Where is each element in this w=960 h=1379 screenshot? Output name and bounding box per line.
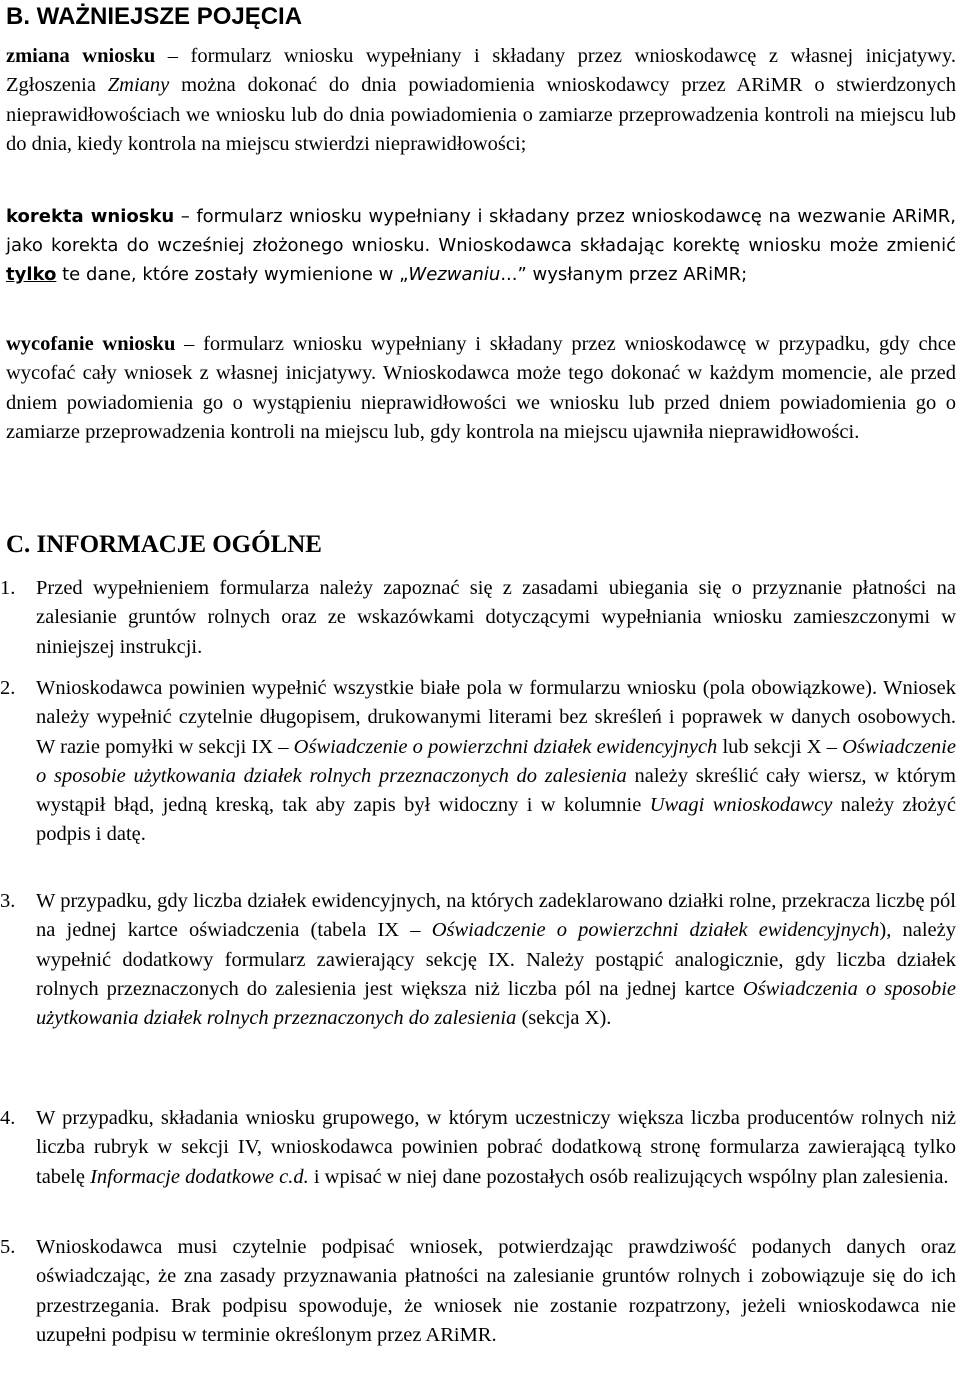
- item-text: Wnioskodawca musi czytelnie podpisać wniosek, potwierdzając prawdziwość podanych danych oraz oświadczając, że zna zasady przyznawania płatności na zalesianie gruntów rolnych i zobowiązuje się do ich przestrzegania. Brak podpisu spowoduje, że wniosek nie zostanie rozpatrzony, jeżeli wnioskodawca nie uzupełni podpisu w terminie określonym przez ARiMR.: [36, 1236, 956, 1346]
- item-italic: Oświadczenia o sposobie użytkowania działek rolnych przeznaczonych do zalesienia: [36, 977, 956, 1030]
- item-number: 4.: [0, 1107, 16, 1129]
- term-wycofanie-wniosku: wycofanie wniosku: [6, 333, 176, 355]
- item-number: 2.: [0, 677, 16, 699]
- list-item-4: [0, 1104, 956, 1192]
- def-text: można dokonać do dnia powiadomienia wnioskodawcy przez ARiMR o stwierdzonych nieprawidłowościach we wniosku lub do dnia powiadomienia o zamiarze przeprowadzenia kontroli na miejscu lub do dnia, kiedy kontrola na miejscu stwierdzi nieprawidłowości;: [6, 74, 956, 155]
- item-text: W przypadku, składania wniosku grupowego, w którym uczestniczy większa liczba producentów rolnych niż liczba rubryk w sekcji IV, wnioskodawca powinien pobrać dodatkową stronę formularza zawierającą tylko tabelę: [36, 1107, 956, 1188]
- item-number: 5.: [0, 1236, 16, 1258]
- item-italic: Uwagi wnioskodawcy: [649, 794, 833, 817]
- item-text: Wnioskodawca powinien wypełnić wszystkie białe pola w formularzu wniosku (pola obowiązkowe). Wniosek należy wypełnić czytelnie długopisem, drukowanymi literami bez skreśleń i poprawek w danych osobowych. W razie pomyłki w sekcji IX –: [36, 677, 956, 758]
- list-item-2: [0, 674, 956, 850]
- item-text: W przypadku, gdy liczba działek ewidencyjnych, na których zadeklarowano działki rolne, przekracza liczbę pól na jednej kartce oświadczenia (tabela IX –: [36, 890, 956, 942]
- def-italic: Wezwaniu: [408, 264, 501, 285]
- item-italic: Informacje dodatkowe c.d.: [90, 1165, 309, 1188]
- definition-wycofanie-wniosku: [6, 330, 956, 447]
- def-text: – formularz wniosku wypełniany i składany przez wnioskodawcę z własnej inicjatywy. Zgłoszenia: [6, 45, 956, 97]
- item-italic: Oświadczenie o powierzchni działek ewidencyjnych: [431, 919, 880, 942]
- item-text: i wpisać w niej dane pozostałych osób realizujących wspólny plan zalesienia.: [308, 1165, 949, 1188]
- item-text: (sekcja X).: [516, 1007, 612, 1030]
- def-italic: Zmiany: [107, 74, 170, 97]
- item-italic: Oświadczenie o powierzchni działek ewidencyjnych: [293, 735, 718, 758]
- section-c-heading: C. INFORMACJE OGÓLNE: [6, 531, 322, 558]
- item-number: 1.: [0, 577, 16, 599]
- item-text: Przed wypełnieniem formularza należy zapoznać się z zasadami ubiegania się o przyznanie płatności na zalesianie gruntów rolnych oraz ze wskazówkami dotyczącymi wypełniania wniosku zamieszczonymi w niniejszej instrukcji.: [36, 577, 956, 658]
- def-text: – formularz wniosku wypełniany i składany przez wnioskodawcę na wezwanie ARiMR, jako korekta do wcześniej złożonego wniosku.: [6, 206, 956, 256]
- item-italic: Oświadczenie o sposobie użytkowania działek rolnych przeznaczonych do zalesienia: [36, 735, 956, 787]
- list-item-5: [0, 1233, 956, 1350]
- def-text: Wnioskodawca składając korektę wniosku może zmienić: [438, 235, 956, 256]
- list-item-1: [0, 574, 956, 662]
- item-text: należy złożyć podpis i datę.: [36, 794, 956, 846]
- def-underline: tylko: [6, 264, 57, 285]
- def-text: ...” wysłanym przez ARiMR;: [500, 264, 748, 285]
- def-text: – formularz wniosku wypełniany i składany przez wnioskodawcę w przypadku, gdy chce wycofać cały wniosek z własnej inicjatywy. Wnioskodawca może tego dokonać w każdym momencie, ale przed dniem powiadomienia go o wystąpieniu nieprawidłowości we wniosku lub przed dniem powiadomienia go o zamiarze przeprowadzenia kontroli na miejscu lub, gdy kontrola na miejscu ujawniła nieprawidłowości.: [6, 333, 956, 443]
- item-text: lub sekcji X –: [717, 735, 843, 758]
- item-text: ), należy wypełnić dodatkowy formularz zawierający sekcję IX. Należy postąpić analogicznie, gdy liczba działek rolnych przeznaczonych do zalesienia jest większa niż liczba pól na jednej kartce: [36, 919, 956, 1000]
- section-b-heading: B. WAŻNIEJSZE POJĘCIA: [6, 3, 303, 30]
- item-number: 3.: [0, 890, 16, 912]
- term-korekta-wniosku: korekta wniosku: [6, 206, 175, 227]
- term-zmiana-wniosku: zmiana wniosku: [6, 45, 156, 67]
- item-text: należy skreślić cały wiersz, w którym wystąpił błąd, jedną kreską, tak aby zapis był widoczny i w kolumnie: [36, 764, 956, 817]
- definition-zmiana-wniosku: [6, 42, 956, 159]
- list-item-3: [0, 887, 956, 1033]
- definition-korekta-wniosku: [6, 202, 956, 289]
- def-text: te dane, które zostały wymienione w „: [56, 264, 409, 285]
